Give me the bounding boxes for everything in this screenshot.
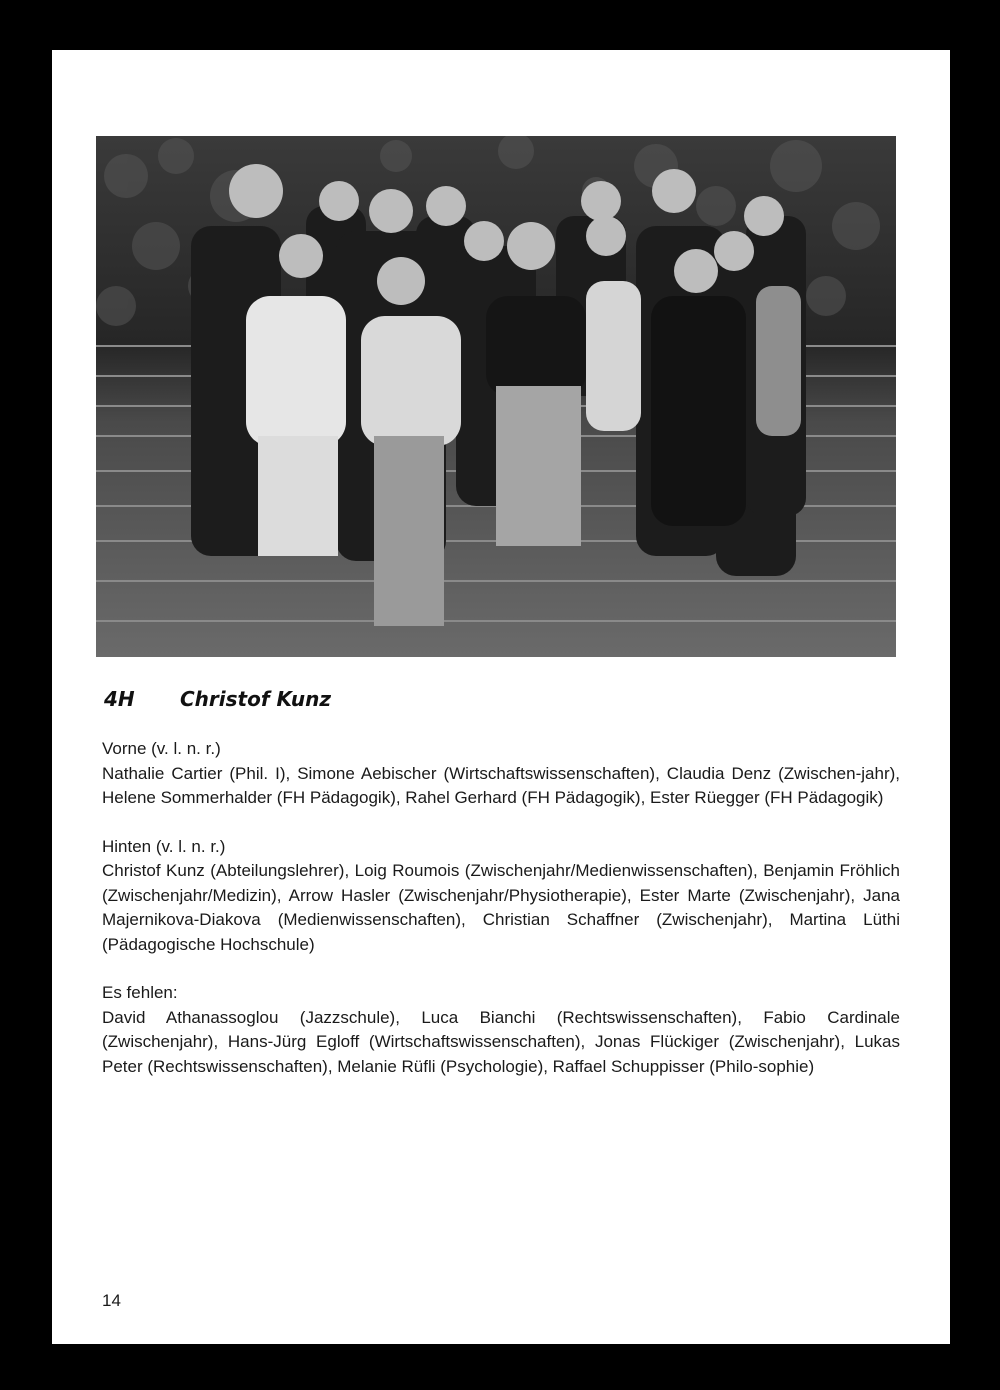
- front-row-label: Vorne (v. l. n. r.): [102, 739, 221, 758]
- absent-names: David Athanassoglou (Jazzschule), Luca Bianchi (Rechtswissenschaften), Fabio Cardinale (Zwischenjahr), Hans-Jürg Egloff (Wirtschaftswissenschaften), Jonas Flückiger (Zwischenjahr), Lukas Peter (Rechtswissenschaften), Melanie Rüfli (Psychologie), Raffael Schuppisser (Philo-sophie): [102, 1007, 900, 1076]
- teacher-name: Christof Kunz: [180, 687, 332, 711]
- class-photo: [96, 136, 896, 657]
- absent-label: Es fehlen:: [102, 983, 178, 1002]
- class-code: 4H: [104, 687, 135, 711]
- document-page: [52, 50, 950, 1344]
- section-absent: [102, 981, 900, 1079]
- front-row-names: Nathalie Cartier (Phil. I), Simone Aebischer (Wirtschaftswissenschaften), Claudia Denz (Zwischen-jahr), Helene Sommerhalder (FH Pädagogik), Rahel Gerhard (FH Pädagogik), Ester Rüegger (FH Pädagogik): [102, 763, 900, 807]
- class-heading: [104, 687, 331, 711]
- back-row-names: Christof Kunz (Abteilungslehrer), Loig Roumois (Zwischenjahr/Medienwissenschaften), Benjamin Fröhlich (Zwischenjahr/Medizin), Arrow Hasler (Zwischenjahr/Physiotherapie), Ester Marte (Zwischenjahr), Jana Majernikova-Diakova (Medienwissenschaften), Christian Schaffner (Zwischenjahr), Martina Lüthi (Pädagogische Hochschule): [102, 861, 900, 954]
- page-number: 14: [102, 1291, 121, 1310]
- section-front-row: [102, 737, 900, 811]
- class-photo-image: [96, 136, 896, 657]
- section-back-row: [102, 835, 900, 958]
- caption-body: [102, 737, 900, 1103]
- back-row-label: Hinten (v. l. n. r.): [102, 836, 226, 856]
